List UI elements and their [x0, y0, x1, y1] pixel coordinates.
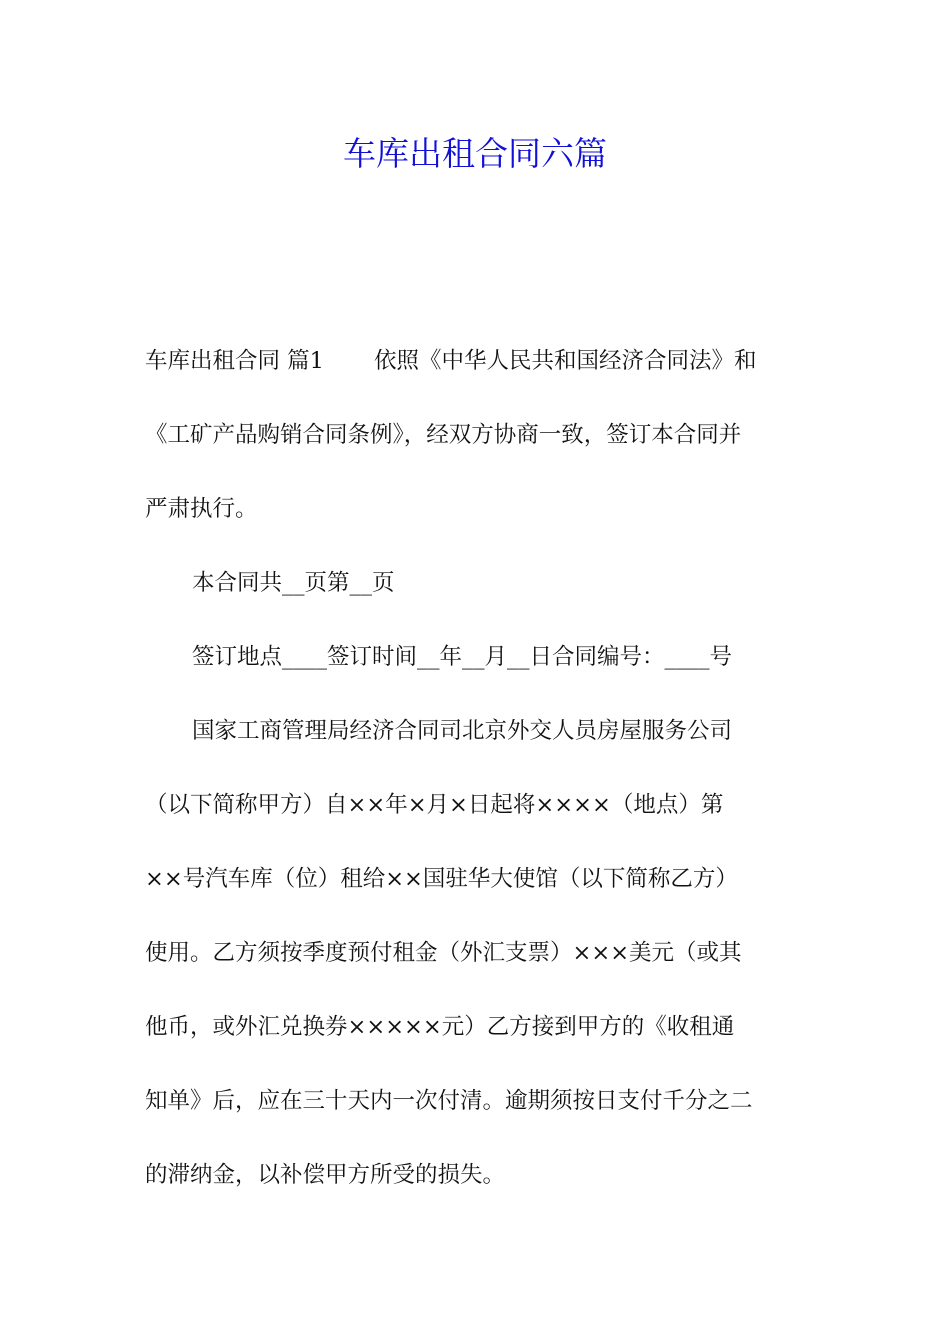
paragraph-line: 使用。乙方须按季度预付租金（外汇支票）×××美元（或其 — [145, 940, 742, 966]
paragraph-text: 依照《中华人民共和国经济合同法》和 — [373, 348, 757, 374]
paragraph-line: （以下简称甲方）自××年×月×日起将××××（地点）第 — [145, 792, 724, 818]
paragraph-line: 他币，或外汇兑换券×××××元）乙方接到甲方的《收租通 — [145, 1014, 735, 1040]
paragraph-line: ××号汽车库（位）租给××国驻华大使馆（以下简称乙方） — [145, 866, 738, 892]
paragraph-line: 《工矿产品购销合同条例》，经双方协商一致，签订本合同并 — [145, 422, 742, 448]
document-title: 车库出租合同六篇 — [343, 134, 607, 173]
paragraph-line: 国家工商管理局经济合同司北京外交人员房屋服务公司 — [192, 718, 733, 744]
paragraph-line: 严肃执行。 — [145, 496, 258, 522]
signing-info-line: 签订地点____签订时间__年__月__日合同编号：____号 — [192, 644, 733, 670]
document-body — [145, 324, 810, 1212]
paragraph-line — [145, 324, 810, 398]
paragraph-line: 知单》后，应在三十天内一次付清。逾期须按日支付千分之二 — [145, 1088, 753, 1114]
paragraph-line: 的滞纳金，以补偿甲方所受的损失。 — [145, 1162, 506, 1188]
page-count-line: 本合同共__页第__页 — [192, 570, 395, 596]
section-heading: 车库出租合同 篇1 — [145, 348, 324, 374]
